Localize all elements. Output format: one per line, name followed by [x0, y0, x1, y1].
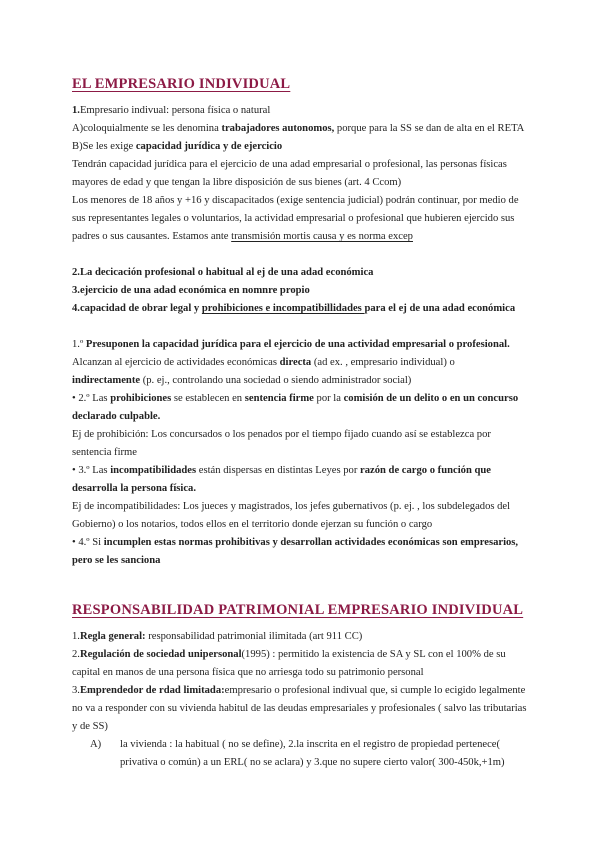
list-item-4: 4.capacidad de obrar legal y prohibiciones e incompatibillidades para el ej de una adad económica	[72, 303, 516, 314]
item-a: A)coloquialmente se les denomina trabajadores autonomos, porque para la SS se dan de alta en el RETA	[72, 123, 525, 134]
point-3a: Ej de incompatibilidades: Los jueces y magistrados, los jefes gubernativos (p. ej. , los subdelegados del Gobierno) o los notarios, todos ellos en el territorio donde ejerzan su función o cargo	[72, 501, 511, 530]
point-1a: Alcanzan al ejercicio de actividades económicas directa (ad ex. , empresario individual) o	[72, 357, 455, 368]
item-b: B)Se les exige capacidad jurídica y de ejercicio	[72, 141, 283, 152]
paragraph-capacidad: Tendrán capacidad jurídica para el ejercicio de una adad empresarial o profesional, las personas físicas mayores de edad y que tengan la libre disposición de sus bienes (art. 4 Ccom)	[72, 159, 507, 188]
point-4: • 4.º Si incumplen estas normas prohibitivas y desarrollan actividades económicas son empresarios, pero se les sanciona	[72, 537, 519, 566]
point-1: 1.º Presuponen la capacidad jurídica para el ejercicio de una actividad empresarial o profesional.	[72, 339, 510, 350]
point-3: • 3.º Las incompatibilidades están dispersas en distintas Leyes por razón de cargo o función que desarrolla la persona física.	[72, 465, 491, 494]
point-1b: indirectamente (p. ej., controlando una sociedad o siendo administrador social)	[72, 375, 412, 386]
paragraph-menores: Los menores de 18 años y +16 y discapacitados (exige sentencia judicial) podrán continuar, por medio de sus representantes legales o voluntarios, la actividad empresarial o profesional que hubieren ejercido sus padres o sus causantes. Estamos ante transmisión mortis causa y es norma excep	[72, 195, 519, 242]
point-2: • 2.º Las prohibiciones se establecen en sentencia firme por la comisión de un delito o en un concurso declarado culpable.	[72, 393, 519, 422]
section-title-responsabilidad: RESPONSABILIDAD PATRIMONIAL EMPRESARIO INDIVIDUAL	[72, 602, 524, 618]
resp-subitem-a: A) la vivienda : la habitual ( no se define), 2.la inscrita en el registro de propiedad pertenece( privativa o común) a un ERL( no se aclara) y 3.que no supere cierto valor( 300-450k,+1m)	[90, 739, 505, 768]
resp-item-1: 1.Regla general: responsabilidad patrimonial ilimitada (art 911 CC)	[72, 631, 363, 642]
document-page	[72, 70, 530, 772]
section-title-empresario: EL EMPRESARIO INDIVIDUAL	[72, 76, 291, 92]
item-1: 1.Empresario indivual: persona física o natural	[72, 105, 271, 116]
resp-item-3: 3.Emprendedor de rdad limitada:empresario o profesional indivual que, si cumple lo ecigido legalmente no va a responder con su vivienda habitul de las deudas empresariales y profesionales ( salvo las tributarias y de SS)	[72, 685, 527, 732]
point-2a: Ej de prohibición: Los concursados o los penados por el tiempo fijado cuando así se establezca por sentencia firme	[72, 429, 491, 458]
resp-item-2: 2.Regulación de sociedad unipersonal(1995) : permitido la existencia de SA y SL con el 100% de su capital en manos de una persona física que no arriesga todo su patrimonio personal	[72, 649, 506, 678]
list-item-2: 2.La decicación profesional o habitual al ej de una adad económica	[72, 267, 374, 278]
list-item-3: 3.ejercicio de una adad económica en nomnre propio	[72, 285, 310, 296]
